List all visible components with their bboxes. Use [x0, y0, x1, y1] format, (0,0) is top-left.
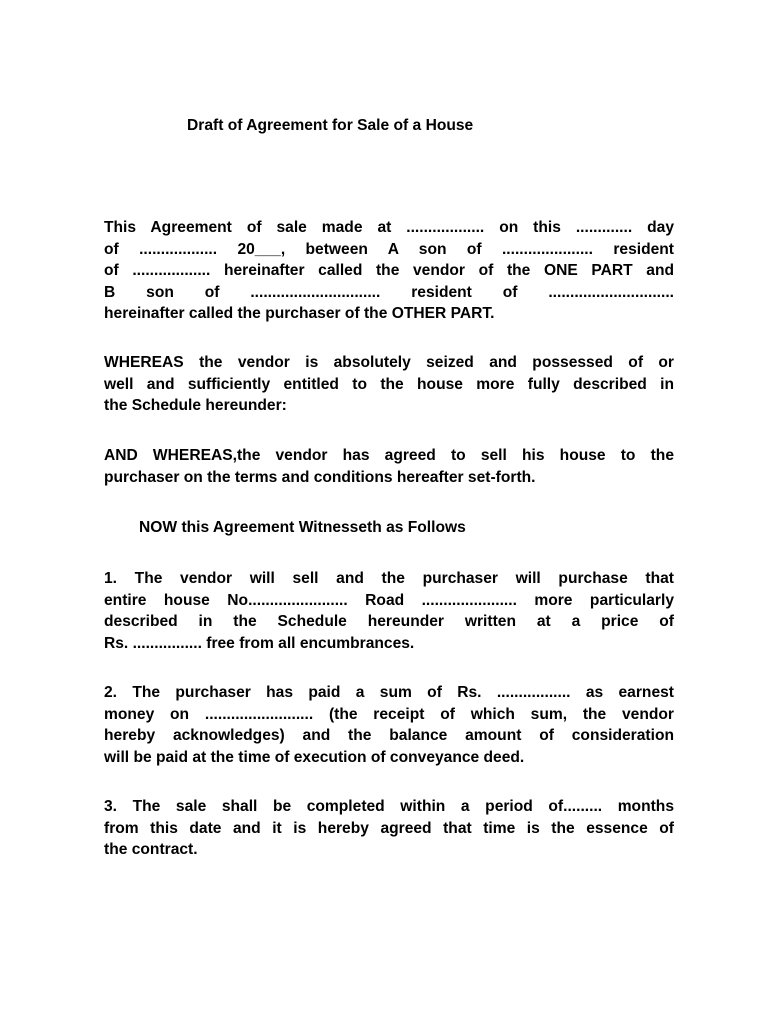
- intro-line: of .................. 20___, between A son of ..................... resident: [104, 240, 674, 258]
- whereas-line: the Schedule hereunder:: [104, 397, 287, 414]
- clause-3-paragraph: [104, 796, 674, 861]
- clause-3-line: the contract.: [104, 841, 198, 858]
- and-whereas-line: purchaser on the terms and conditions hereafter set-forth.: [104, 468, 536, 486]
- clause-2-line: 2. The purchaser has paid a sum of Rs. ................. as earnest: [104, 684, 674, 701]
- document-title: Draft of Agreement for Sale of a House: [187, 117, 474, 134]
- whereas-paragraph: [104, 352, 674, 417]
- and-whereas-line: AND WHEREAS,the vendor has agreed to sell his house to the: [104, 447, 674, 464]
- intro-paragraph: [104, 217, 674, 325]
- clause-1-line: Rs. ................ free from all encumbrances.: [104, 634, 415, 652]
- clause-2-line: hereby acknowledges) and the balance amount of consideration: [104, 727, 674, 744]
- clause-1-line: entire house No....................... Road ...................... more particularly: [104, 591, 674, 609]
- clause-1-line: described in the Schedule hereunder written at a price of: [104, 613, 674, 630]
- whereas-line: WHEREAS the vendor is absolutely seized and possessed of or: [104, 354, 674, 371]
- clause-3-line: 3. The sale shall be completed within a period of......... months: [104, 798, 674, 815]
- witnesseth-heading: NOW this Agreement Witnesseth as Follows: [139, 519, 466, 536]
- clause-1-line: 1. The vendor will sell and the purchaser will purchase that: [104, 570, 674, 587]
- intro-line: B son of .............................. resident of .............................: [104, 283, 674, 301]
- clause-2-line: money on ......................... (the receipt of which sum, the vendor: [104, 705, 674, 723]
- intro-line: hereinafter called the purchaser of the OTHER PART.: [104, 305, 495, 322]
- whereas-line: well and sufficiently entitled to the house more fully described in: [104, 375, 674, 393]
- intro-line: This Agreement of sale made at .................. on this ............. day: [104, 219, 674, 236]
- and-whereas-paragraph: [104, 445, 674, 488]
- intro-line: of .................. hereinafter called the vendor of the ONE PART and: [104, 262, 674, 279]
- clause-2-line: will be paid at the time of execution of conveyance deed.: [104, 748, 525, 766]
- clause-3-line: from this date and it is hereby agreed that time is the essence of: [104, 819, 674, 837]
- clause-1-paragraph: [104, 568, 674, 654]
- clause-2-paragraph: [104, 682, 674, 768]
